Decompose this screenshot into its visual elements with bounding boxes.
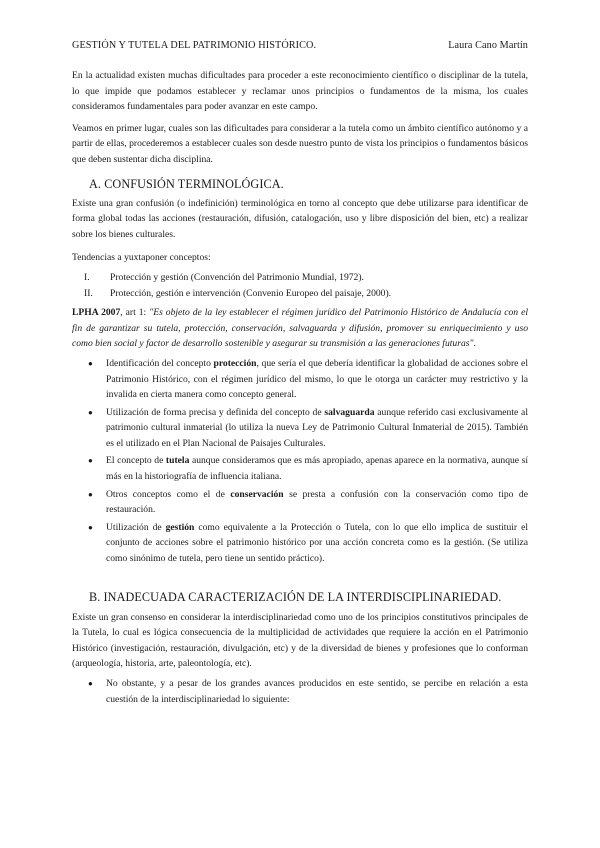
bullet-icon: ●	[88, 489, 93, 499]
section-a-heading: A. CONFUSIÓN TERMINOLÓGICA.	[89, 176, 284, 191]
bullet-item	[72, 356, 528, 403]
bullet-keyword: protección	[213, 357, 257, 369]
bullet-item	[72, 487, 528, 518]
bullet-keyword: gestión	[165, 521, 195, 533]
section-a-bullet-list	[72, 356, 528, 567]
bullet-icon: ●	[88, 456, 93, 466]
roman-numeral: I.	[84, 271, 90, 283]
lpha-end: .	[473, 338, 476, 350]
bullet-text: como equivalente a la Protección o Tutela, con lo que ello implica de sustituir el conjunto de acciones sobre el patrimonio histórico por una acción concreta como es la gestión. (Se utiliza como sinónimo de tutela, pero tiene un sentido práctico).	[106, 521, 528, 565]
header-author: Laura Cano Martín	[448, 40, 528, 51]
roman-list-item	[72, 270, 528, 286]
section-b-paragraph: Existe un gran consenso en considerar la interdisciplinariedad como uno de los principios constitutivos principales de la Tutela, lo cual es lógica consecuencia de la multiplicidad de actividades que requiere la acción en el Patrimonio Histórico (investigación, restauración, divulgación, etc) y de la diversidad de bienes y profesiones que lo conforman (arqueología, historia, arte, paleontología, etc).	[72, 611, 528, 670]
bullet-text: , que sería el que debería identificar la globalidad de acciones sobre el Patrimonio Histórico, con el régimen jurídico del mismo, lo que le otorga un carácter muy restrictivo y la invalida en cierta manera como concepto general.	[106, 357, 528, 401]
bullet-keyword: conservación	[230, 488, 284, 500]
bullet-keyword: salvaguarda	[324, 406, 375, 418]
intro-paragraph-2: Veamos en primer lugar, cuales son las dificultades para considerar a la tutela como un ámbito científico autónomo y a partir de ellas, procederemos a establecer cuales son desde nuestro punto de vista los principios o fundamentos básicos que deben sustentar dicha disciplina.	[72, 122, 528, 165]
section-a-paragraph: Existe una gran confusión (o indefinición) terminológica en torno al concepto que debe utilizarse para identificar de forma global todas las acciones (restauración, difusión, catalogación, uso y libre disposición del bien, etc) a realizar sobre los bienes culturales.	[72, 197, 528, 240]
bullet-icon: ●	[88, 407, 93, 417]
bullet-text: aunque referido casi exclusivamente al patrimonio cultural inmaterial (lo utiliza la nueva Ley de Patrimonio Cultural Inmaterial de 2015). También es el utilizado en el Plan Nacional de Paisajes Culturales.	[106, 406, 528, 449]
bullet-item	[72, 453, 528, 484]
page-header	[72, 40, 528, 51]
bullet-text: se presta a confusión con la conservación como tipo de restauración.	[106, 488, 528, 516]
bullet-text: El concepto de	[106, 455, 166, 467]
bullet-icon: ●	[88, 679, 93, 688]
bullet-text: Utilización de forma precisa y definida del concepto de	[106, 406, 325, 418]
bullet-item	[72, 676, 528, 707]
lpha-label: LPHA 2007	[72, 307, 121, 319]
bullet-item	[72, 520, 528, 567]
bullet-text: aunque consideramos que es más apropiado, apenas aparece en la normativa, aunque sí más en la historiografía de influencia italiana.	[106, 455, 529, 483]
lpha-quote: "Es objeto de la ley establecer el régimen jurídico del Patrimonio Histórico de Andalucía con el fin de garantizar su tutela, protección, conservación, salvaguarda y difusión, promover su enriquecimiento y uso como bien social y factor de desarrollo sostenible y asegurar su transmisión a las generaciones futuras"	[72, 307, 528, 350]
roman-item-text: Protección y gestión (Convención del Patrimonio Mundial, 1972).	[110, 271, 364, 283]
bullet-keyword: tutela	[165, 455, 190, 467]
section-b-bullet-list	[72, 676, 528, 707]
bullet-icon: ●	[88, 358, 93, 368]
roman-item-text: Protección, gestión e intervención (Convenio Europeo del paisaje, 2000).	[110, 287, 392, 299]
page-content	[72, 68, 528, 709]
header-title: GESTIÓN Y TUTELA DEL PATRIMONIO HISTÓRICO.	[72, 40, 317, 51]
bullet-text: Identificación del concepto	[106, 357, 214, 369]
bullet-item	[72, 405, 528, 452]
bullet-text: No obstante, y a pesar de los grandes avances producidos en este sentido, se percibe en relación a esta cuestión de la interdisciplinariedad lo siguiente:	[106, 678, 528, 705]
roman-numeral: II.	[84, 287, 93, 299]
roman-list	[72, 270, 528, 301]
lpha-quote-paragraph	[72, 305, 528, 352]
bullet-text: Utilización de	[106, 521, 166, 533]
roman-list-item	[72, 286, 528, 302]
intro-paragraph-1: En la actualidad existen muchas dificultades para proceder a este reconocimiento científico o disciplinar de la tutela, lo que impide que podamos establecer y reclamar unos principios o fundamentos de la misma, los cuales consideramos fundamentales para poder avanzar en este campo.	[72, 70, 528, 113]
bullet-icon: ●	[88, 522, 93, 532]
section-b-heading: B. INADECUADA CARACTERIZACIÓN DE LA INTERDISCIPLINARIEDAD.	[89, 589, 502, 604]
lpha-article: , art 1:	[120, 307, 150, 319]
bullet-text: Otros conceptos como el de	[106, 488, 231, 500]
tendencias-label: Tendencias a yuxtaponer conceptos:	[72, 252, 211, 264]
